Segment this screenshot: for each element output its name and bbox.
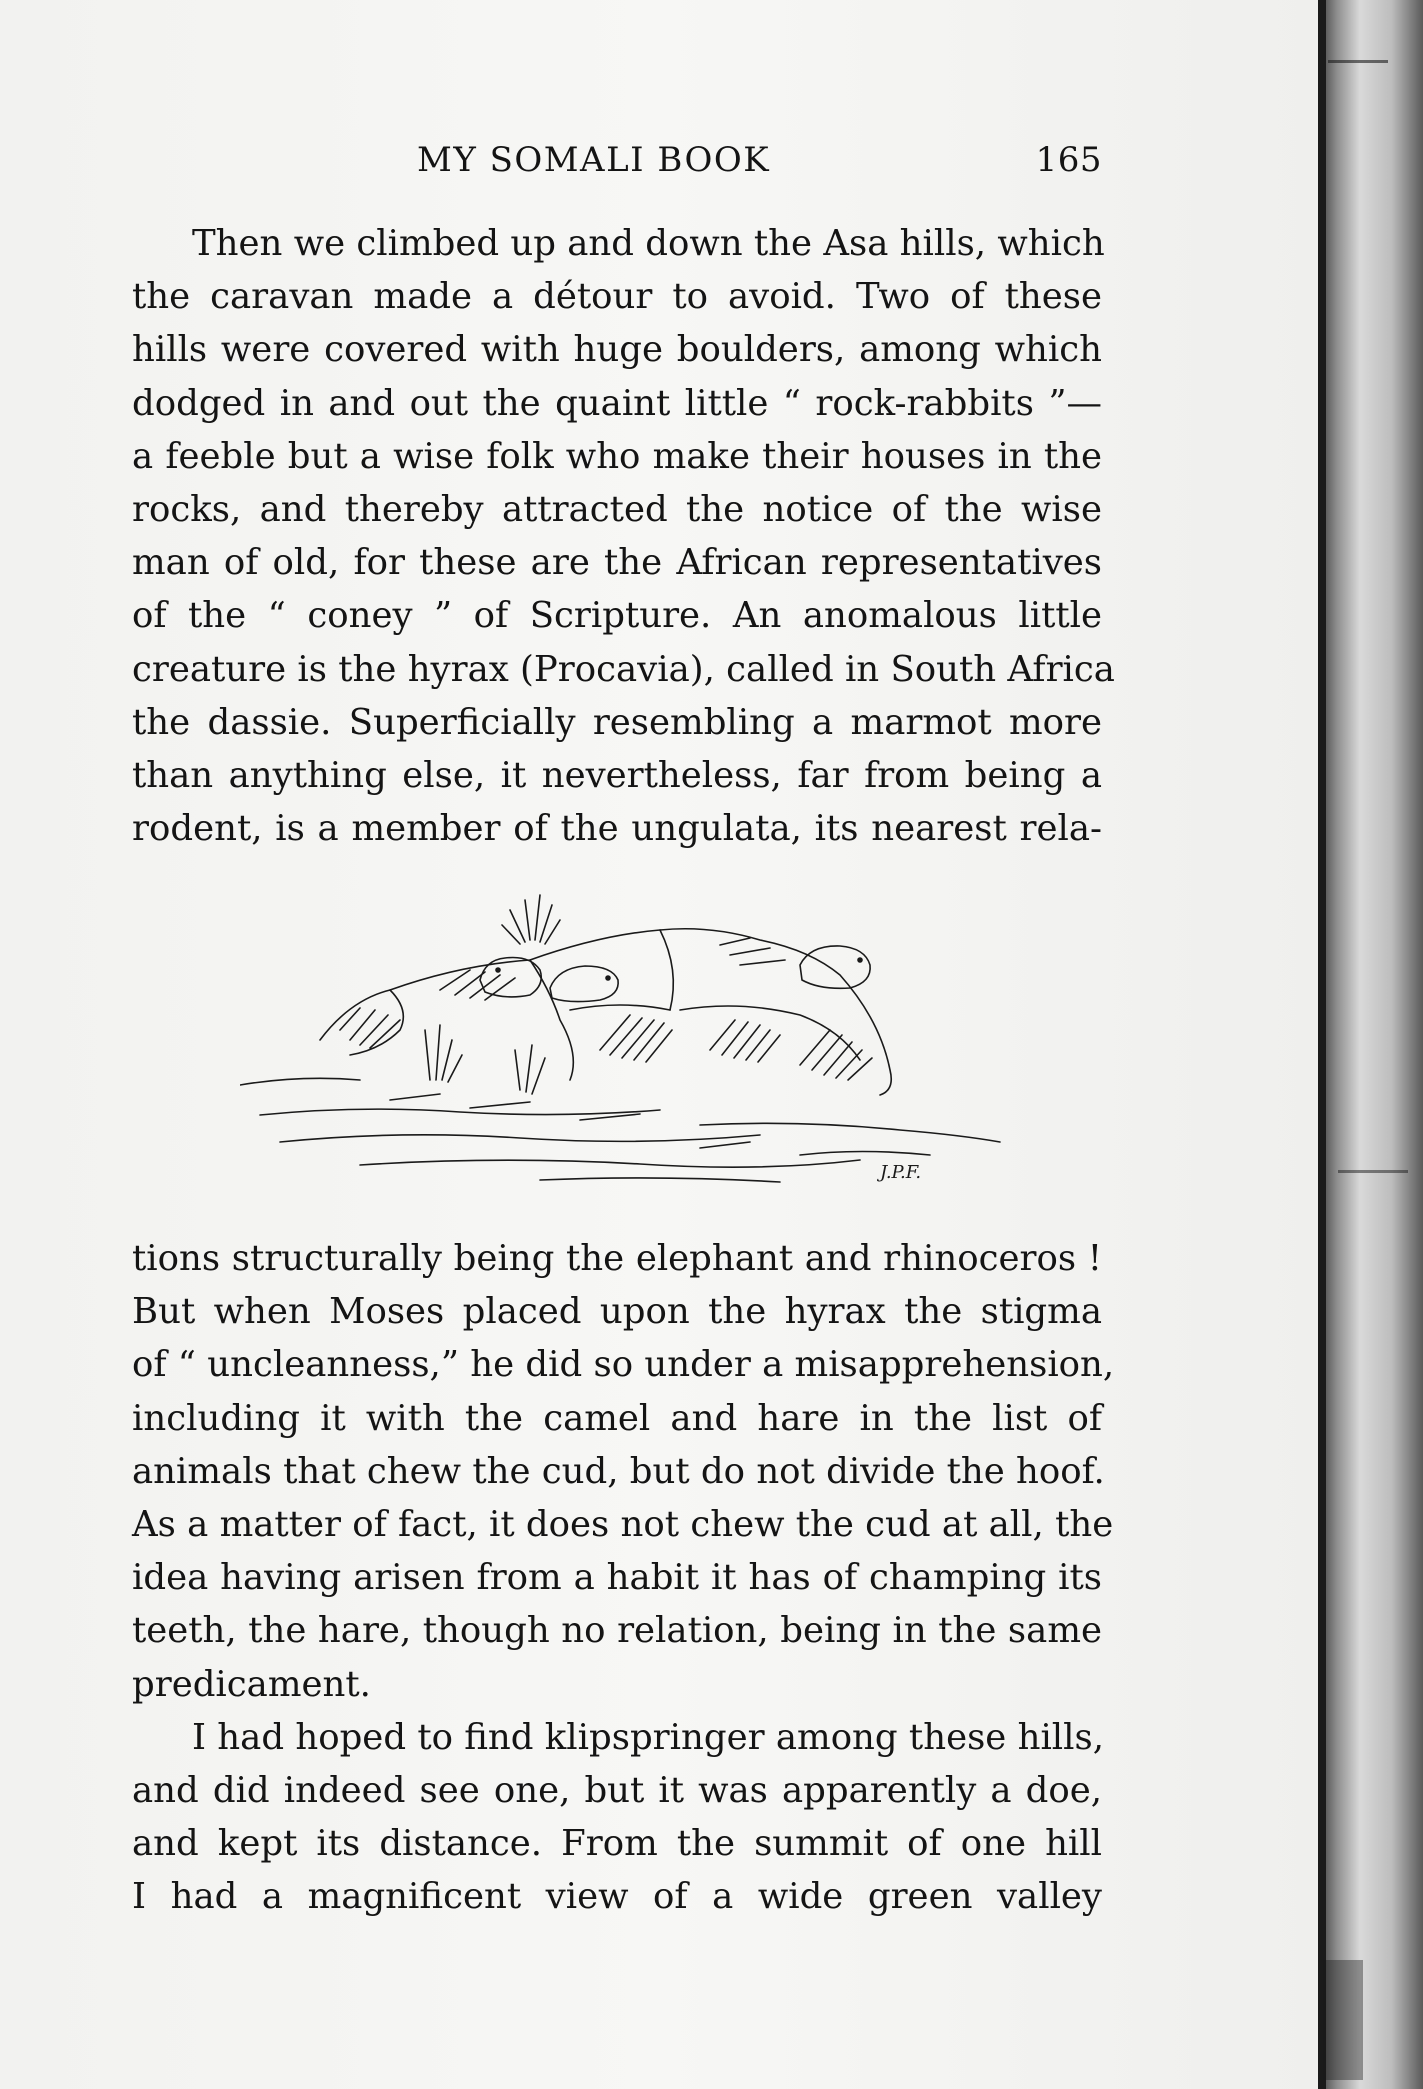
- text-line: creature is the hyrax (Procavia), called in South Africa: [132, 648, 1115, 690]
- text-line: rodent, is a member of the ungulata, its nearest rela-: [132, 808, 1102, 850]
- text-line: than anything else, it nevertheless, far from being a: [132, 754, 1102, 796]
- text-line: predicament.: [132, 1663, 371, 1705]
- text-line: dodged in and out the quaint little “ rock-rabbits ”—: [132, 382, 1102, 424]
- hyrax-illustration: [240, 880, 1020, 1200]
- text-line: and did indeed see one, but it was apparently a doe,: [132, 1769, 1102, 1811]
- text-line: and kept its distance. From the summit of one hill: [132, 1823, 1102, 1865]
- text-line: man of old, for these are the African representatives: [132, 542, 1102, 584]
- text-line: a feeble but a wise folk who make their houses in the: [132, 435, 1102, 477]
- text-line: the dassie. Superficially resembling a marmot more: [132, 701, 1102, 743]
- text-line: of “ uncleanness,” he did so under a misapprehension,: [132, 1344, 1115, 1386]
- text-line: the caravan made a détour to avoid. Two of these: [132, 276, 1102, 318]
- text-line: including it with the camel and hare in the list of: [132, 1397, 1102, 1439]
- text-line: rocks, and thereby attracted the notice of the wise: [132, 488, 1102, 530]
- text-line: Then we climbed up and down the Asa hills, which: [192, 223, 1105, 264]
- illustration-signature: J.P.F.: [880, 1162, 922, 1183]
- text-line: As a matter of fact, it does not chew the cud at all, the: [132, 1503, 1114, 1545]
- text-line: tions structurally being the elephant and rhinoceros !: [132, 1238, 1102, 1279]
- text-line: I had hoped to find klipspringer among these hills,: [192, 1716, 1105, 1758]
- book-binding-edge: [1318, 0, 1423, 2089]
- page-number: 165: [1035, 140, 1102, 180]
- text-line: But when Moses placed upon the hyrax the stigma: [132, 1291, 1102, 1333]
- book-title: MY SOMALI BOOK: [417, 140, 771, 180]
- text-line: animals that chew the cud, but do not divide the hoof.: [132, 1450, 1105, 1492]
- text-line: idea having arisen from a habit it has of champing its: [132, 1557, 1102, 1599]
- text-line: I had a magnificent view of a wide green valley: [132, 1876, 1102, 1918]
- text-line: hills were covered with huge boulders, among which: [132, 329, 1102, 371]
- text-line: teeth, the hare, though no relation, being in the same: [132, 1610, 1102, 1652]
- body-text-top: [132, 217, 1115, 855]
- body-text-bottom: [132, 1232, 1115, 1923]
- text-line: of the “ coney ” of Scripture. An anomalous little: [132, 595, 1102, 637]
- running-head: [132, 140, 1102, 190]
